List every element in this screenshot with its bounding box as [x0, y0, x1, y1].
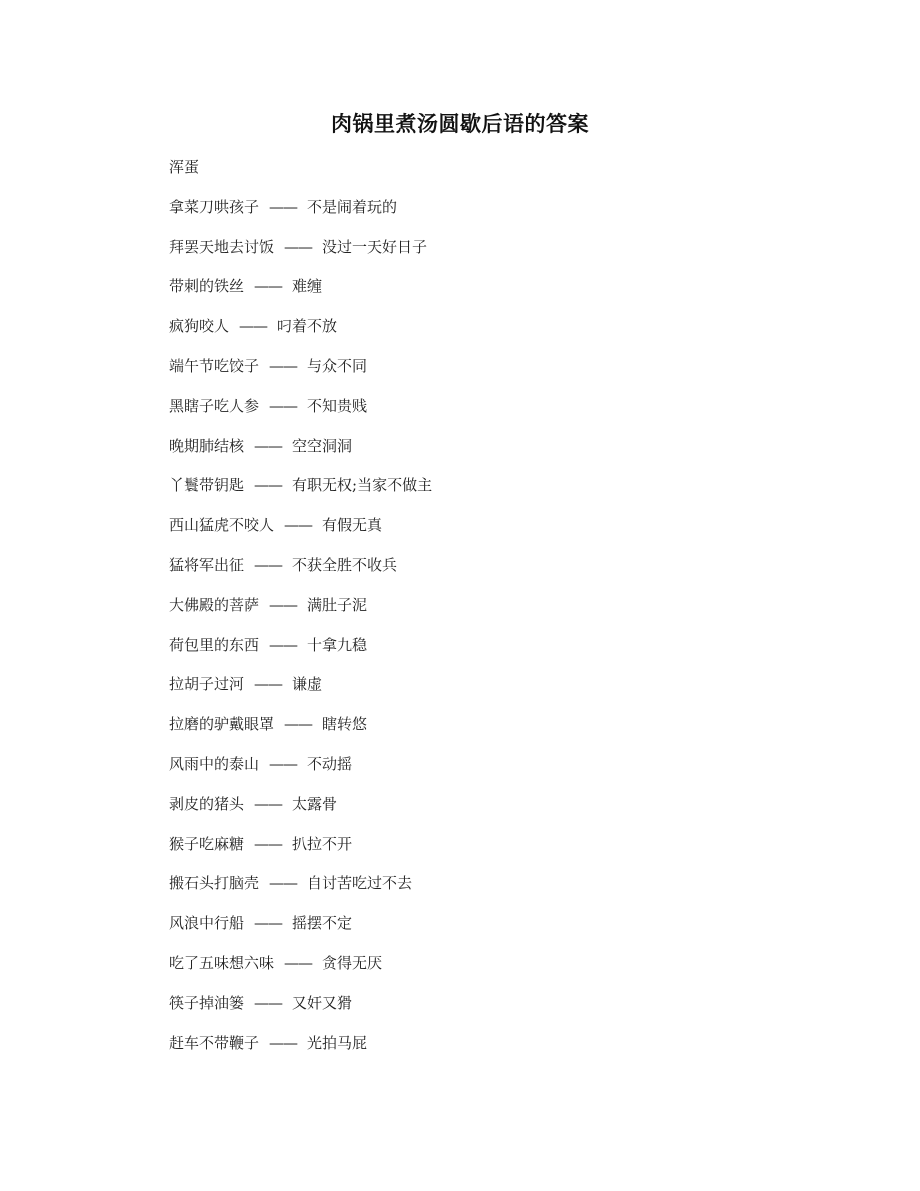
dash-separator: ——	[269, 1033, 298, 1052]
answer-text: 有假无真	[322, 516, 383, 535]
list-item	[169, 513, 809, 553]
riddle-text: 黑瞎子吃人参	[169, 396, 260, 415]
answer-text: 空空洞洞	[292, 436, 353, 455]
dash-separator: ——	[284, 715, 313, 734]
dash-separator: ——	[254, 993, 283, 1012]
list-item	[169, 991, 809, 1031]
page-title: 肉锅里煮汤圆歇后语的答案	[331, 111, 589, 136]
riddle-text: 带刺的铁丝	[169, 277, 245, 296]
intro-line: 浑蛋	[169, 158, 200, 176]
list-item	[169, 951, 809, 991]
dash-separator: ——	[269, 197, 298, 216]
answer-text: 没过一天好日子	[322, 237, 428, 256]
dash-separator: ——	[284, 237, 313, 256]
list-item	[169, 593, 809, 633]
riddle-text: 疯狗咬人	[169, 317, 230, 336]
list-item	[169, 394, 809, 434]
answer-text: 太露骨	[292, 794, 338, 813]
riddle-text: 西山猛虎不咬人	[169, 516, 275, 535]
list-item	[169, 832, 809, 872]
list-item	[169, 314, 809, 354]
list-item	[169, 434, 809, 474]
riddle-text: 筷子掉油篓	[169, 993, 245, 1012]
list-item	[169, 871, 809, 911]
answer-text: 不知贵贱	[307, 396, 368, 415]
answer-text: 叼着不放	[277, 317, 338, 336]
riddle-text: 剥皮的猪头	[169, 794, 245, 813]
dash-separator: ——	[254, 555, 283, 574]
list-item	[169, 792, 809, 832]
answer-text: 又奸又猾	[292, 993, 353, 1012]
riddle-text: 荷包里的东西	[169, 635, 260, 654]
list-item	[169, 752, 809, 792]
dash-separator: ——	[254, 914, 283, 933]
dash-separator: ——	[254, 794, 283, 813]
dash-separator: ——	[269, 396, 298, 415]
dash-separator: ——	[254, 476, 283, 495]
riddle-text: 风浪中行船	[169, 914, 245, 933]
riddle-text: 拜罢天地去讨饭	[169, 237, 275, 256]
riddle-text: 拿菜刀哄孩子	[169, 197, 260, 216]
answer-text: 难缠	[292, 277, 323, 296]
riddle-text: 猴子吃麻糖	[169, 834, 245, 853]
list-item	[169, 1031, 809, 1071]
dash-separator: ——	[254, 675, 283, 694]
riddle-text: 赶车不带鞭子	[169, 1033, 260, 1052]
dash-separator: ——	[269, 754, 298, 773]
dash-separator: ——	[269, 874, 298, 893]
answer-text: 十拿九稳	[307, 635, 368, 654]
riddle-text: 吃了五味想六味	[169, 953, 275, 972]
list-item	[169, 712, 809, 752]
answer-text: 不是闹着玩的	[307, 197, 398, 216]
riddle-text: 拉胡子过河	[169, 675, 245, 694]
dash-separator: ——	[239, 317, 268, 336]
answer-text: 光拍马屁	[307, 1033, 368, 1052]
answer-text: 谦虚	[292, 675, 323, 694]
list-item	[169, 633, 809, 673]
answer-text: 不获全胜不收兵	[292, 555, 398, 574]
list-item	[169, 354, 809, 394]
answer-text: 有职无权;当家不做主	[292, 476, 433, 495]
list-item	[169, 911, 809, 951]
dash-separator: ——	[254, 834, 283, 853]
riddle-text: 大佛殿的菩萨	[169, 595, 260, 614]
riddle-text: 猛将军出征	[169, 555, 245, 574]
dash-separator: ——	[269, 635, 298, 654]
answer-text: 贪得无厌	[322, 953, 383, 972]
riddle-text: 丫鬟带钥匙	[169, 476, 245, 495]
list-item	[169, 672, 809, 712]
riddle-text: 端午节吃饺子	[169, 356, 260, 375]
answer-text: 扒拉不开	[292, 834, 353, 853]
riddle-text: 风雨中的泰山	[169, 754, 260, 773]
list-item	[169, 235, 809, 275]
dash-separator: ——	[254, 277, 283, 296]
riddle-text: 搬石头打脑壳	[169, 874, 260, 893]
dash-separator: ——	[254, 436, 283, 455]
riddle-text: 晚期肺结核	[169, 436, 245, 455]
list-item	[169, 553, 809, 593]
riddle-text: 拉磨的驴戴眼罩	[169, 715, 275, 734]
answer-text: 满肚子泥	[307, 595, 368, 614]
idiom-list	[169, 155, 809, 1070]
answer-text: 不动摇	[307, 754, 353, 773]
dash-separator: ——	[284, 953, 313, 972]
dash-separator: ——	[284, 516, 313, 535]
list-item	[169, 473, 809, 513]
list-item	[169, 274, 809, 314]
answer-text: 自讨苦吃过不去	[307, 874, 413, 893]
dash-separator: ——	[269, 595, 298, 614]
answer-text: 摇摆不定	[292, 914, 353, 933]
entry-container	[169, 195, 809, 1071]
dash-separator: ——	[269, 356, 298, 375]
answer-text: 与众不同	[307, 356, 368, 375]
answer-text: 瞎转悠	[322, 715, 368, 734]
list-item	[169, 195, 809, 235]
